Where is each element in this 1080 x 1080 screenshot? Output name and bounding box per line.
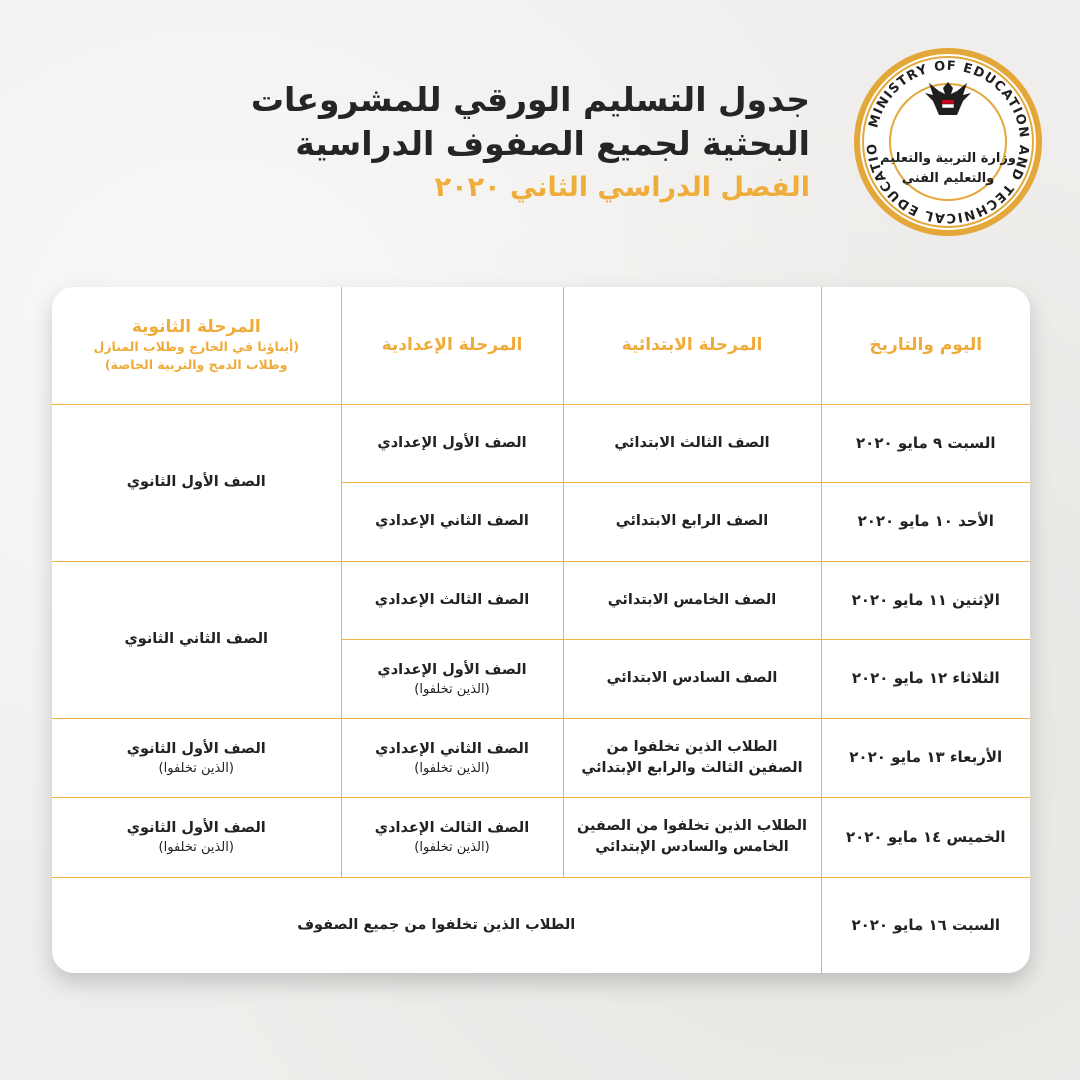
table-row <box>52 877 1030 973</box>
primary-line-2: الخامس والسادس الإبتدائي <box>595 839 789 855</box>
header-secondary-note-2: وطلاب الدمج والتربية الخاصة) <box>104 356 288 372</box>
table-header-row <box>52 287 1030 404</box>
row-preparatory: الصف الثاني الإعدادي <box>341 482 563 561</box>
row-primary: الصف الثالث الابتدائي <box>563 404 821 482</box>
header-secondary-note-1: (أبناؤنا في الخارج وطلاب المنازل <box>93 338 300 354</box>
row-date: الإثنين ١١ مايو ٢٠٢٠ <box>821 561 1030 639</box>
row-primary: الصف السادس الابتدائي <box>563 639 821 718</box>
table-row <box>52 797 1030 877</box>
preparatory-note: (الذين تخلفوا) <box>414 681 490 697</box>
row-preparatory <box>341 797 563 877</box>
row-date: الثلاثاء ١٢ مايو ٢٠٢٠ <box>821 639 1030 718</box>
row-date: الخميس ١٤ مايو ٢٠٢٠ <box>821 797 1030 877</box>
row-secondary <box>52 718 341 797</box>
primary-line-1: الطلاب الذين تخلفوا من الصفين <box>576 818 808 834</box>
title-line-2: البحثية لجميع الصفوف الدراسية <box>295 124 810 163</box>
row-secondary-merged: الصف الثاني الثانوي <box>52 561 341 718</box>
secondary-label: الصف الأول الثانوي <box>126 740 266 757</box>
header-secondary-title: المرحلة الثانوية <box>131 316 261 337</box>
primary-line-1: الطلاب الذين تخلفوا من <box>606 738 778 755</box>
row-secondary-merged: الصف الأول الثانوي <box>52 404 341 561</box>
secondary-note: (الذين تخلفوا) <box>158 760 234 776</box>
row-date: الأحد ١٠ مايو ٢٠٢٠ <box>821 482 1030 561</box>
row-preparatory: الصف الأول الإعدادي <box>341 404 563 482</box>
preparatory-label: الصف الأول الإعدادي <box>377 661 527 678</box>
row-all-grades: الطلاب الذين تخلفوا من جميع الصفوف <box>52 877 821 973</box>
ministry-seal-logo <box>852 46 1044 238</box>
preparatory-label: الصف الثالث الإعدادي <box>374 820 530 836</box>
table-row <box>52 718 1030 797</box>
svg-text:وزارة التربية والتعليم: وزارة التربية والتعليم <box>880 151 1016 166</box>
preparatory-note: (الذين تخلفوا) <box>414 760 490 776</box>
secondary-note: (الذين تخلفوا) <box>158 840 234 855</box>
row-secondary <box>52 797 341 877</box>
schedule-table <box>52 287 1030 973</box>
header-preparatory: المرحلة الإعدادية <box>341 287 563 404</box>
row-preparatory <box>341 718 563 797</box>
schedule-card <box>52 287 1030 973</box>
row-preparatory <box>341 639 563 718</box>
preparatory-note: (الذين تخلفوا) <box>414 840 490 855</box>
page-header <box>250 78 810 208</box>
table-row <box>52 561 1030 639</box>
header-secondary <box>52 287 341 404</box>
subtitle: الفصل الدراسي الثاني ٢٠٢٠ <box>434 172 810 203</box>
svg-text:MINISTRY OF EDUCATION AND TECH: MINISTRY OF EDUCATION AND TECHNICAL EDUCATIO <box>864 58 1032 226</box>
row-primary <box>563 718 821 797</box>
svg-text:والتعليم الفني: والتعليم الفني <box>901 171 995 186</box>
table-row <box>52 404 1030 482</box>
row-date: السبت ١٦ مايو ٢٠٢٠ <box>821 877 1030 973</box>
primary-line-2: الصفين الثالث والرابع الإبتدائي <box>581 759 803 776</box>
header-date: اليوم والتاريخ <box>821 287 1030 404</box>
header-primary: المرحلة الابتدائية <box>563 287 821 404</box>
secondary-label: الصف الأول الثانوي <box>126 820 266 836</box>
row-primary: الصف الخامس الابتدائي <box>563 561 821 639</box>
row-primary: الصف الرابع الابتدائي <box>563 482 821 561</box>
preparatory-label: الصف الثاني الإعدادي <box>375 740 529 757</box>
title-line-1: جدول التسليم الورقي للمشروعات <box>250 80 810 119</box>
row-preparatory: الصف الثالث الإعدادي <box>341 561 563 639</box>
row-date: الأربعاء ١٣ مايو ٢٠٢٠ <box>821 718 1030 797</box>
row-date: السبت ٩ مايو ٢٠٢٠ <box>821 404 1030 482</box>
row-primary <box>563 797 821 877</box>
